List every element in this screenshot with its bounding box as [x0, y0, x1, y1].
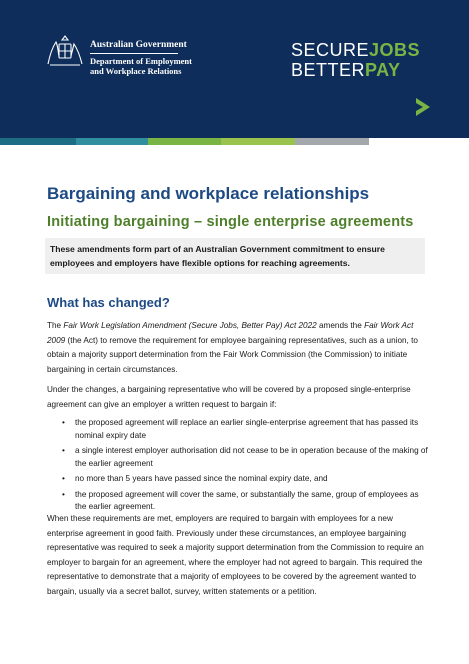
brand-secure: SECURE: [291, 40, 370, 60]
act-name: Fair Work Act 2009: [47, 321, 414, 345]
document-title: Bargaining and workplace relationships: [47, 184, 370, 203]
paragraph-conditions: Under the changes, a bargaining representative who will be covered by a proposed single-enterprise agreement can give an employer a written request to bargain if:: [47, 385, 411, 409]
brand-pay: PAY: [365, 60, 401, 80]
stripe-segment: [76, 138, 148, 145]
stripe-segment: [221, 138, 295, 145]
summary-callout: [45, 238, 425, 274]
page-header: [0, 0, 469, 138]
dept-name-line2: and Workplace Relations: [90, 66, 182, 76]
paragraph-requirements: When these requirements are met, employers are required to bargain with employees for a new enterprise agreement in good faith. Previously under these circumstances, an employee bargaining representative was required to seek a majority support determination from the Commission to require an employer to bargain for an agreement, where the employer had not agreed to bargain. This required the representative to demonstrate that a majority of employees to be covered by the agreement wanted to bargain, usually via a secret ballot, survey, written statements or a petition.: [47, 514, 424, 596]
coat-of-arms-icon: [44, 34, 86, 68]
brand-better: BETTER: [291, 60, 366, 80]
list-item: • the proposed agreement will cover the same, or substantially the same, group of employees as the earlier agreement.: [62, 489, 430, 514]
document-subtitle: Initiating bargaining – single enterprise agreements: [47, 214, 414, 230]
conditions-list: [62, 417, 430, 517]
gov-title: Australian Government: [90, 40, 187, 50]
act-name: Fair Work Legislation Amendment (Secure Jobs, Better Pay) Act 2022: [63, 321, 317, 330]
text-run: The: [47, 321, 64, 330]
text-run: (the Act) to remove the requirement for employee bargaining representatives, such as a union, to obtain a majority support determination from the Fair Work Commission (the Commission) to initiate bargaining in certain circumstances.: [47, 335, 418, 374]
callout-text: These amendments form part of an Australian Government commitment to ensure employees and employers have flexible options for reaching agreements.: [50, 244, 385, 268]
stripe-segment: [295, 138, 369, 145]
divider: [90, 53, 178, 54]
dept-name-line1: Department of Employment: [90, 56, 192, 66]
color-stripe-bar: [0, 138, 469, 145]
section-heading: What has changed?: [47, 295, 170, 310]
campaign-logo: [291, 40, 420, 80]
stripe-segment: [0, 138, 76, 145]
brand-jobs: JOBS: [369, 40, 421, 60]
stripe-segment: [148, 138, 221, 145]
text-run: amends the: [316, 321, 365, 330]
chevron-right-icon: [412, 96, 434, 118]
list-item: • no more than 5 years have passed since the nominal expiry date, and: [62, 473, 430, 486]
list-item: • the proposed agreement will replace an earlier single-enterprise agreement that has passed its nominal expiry date: [62, 417, 430, 442]
paragraph-intro: [47, 319, 429, 377]
list-item: • a single interest employer authorisation did not cease to be in operation because of the making of the earlier agreement: [62, 445, 430, 470]
